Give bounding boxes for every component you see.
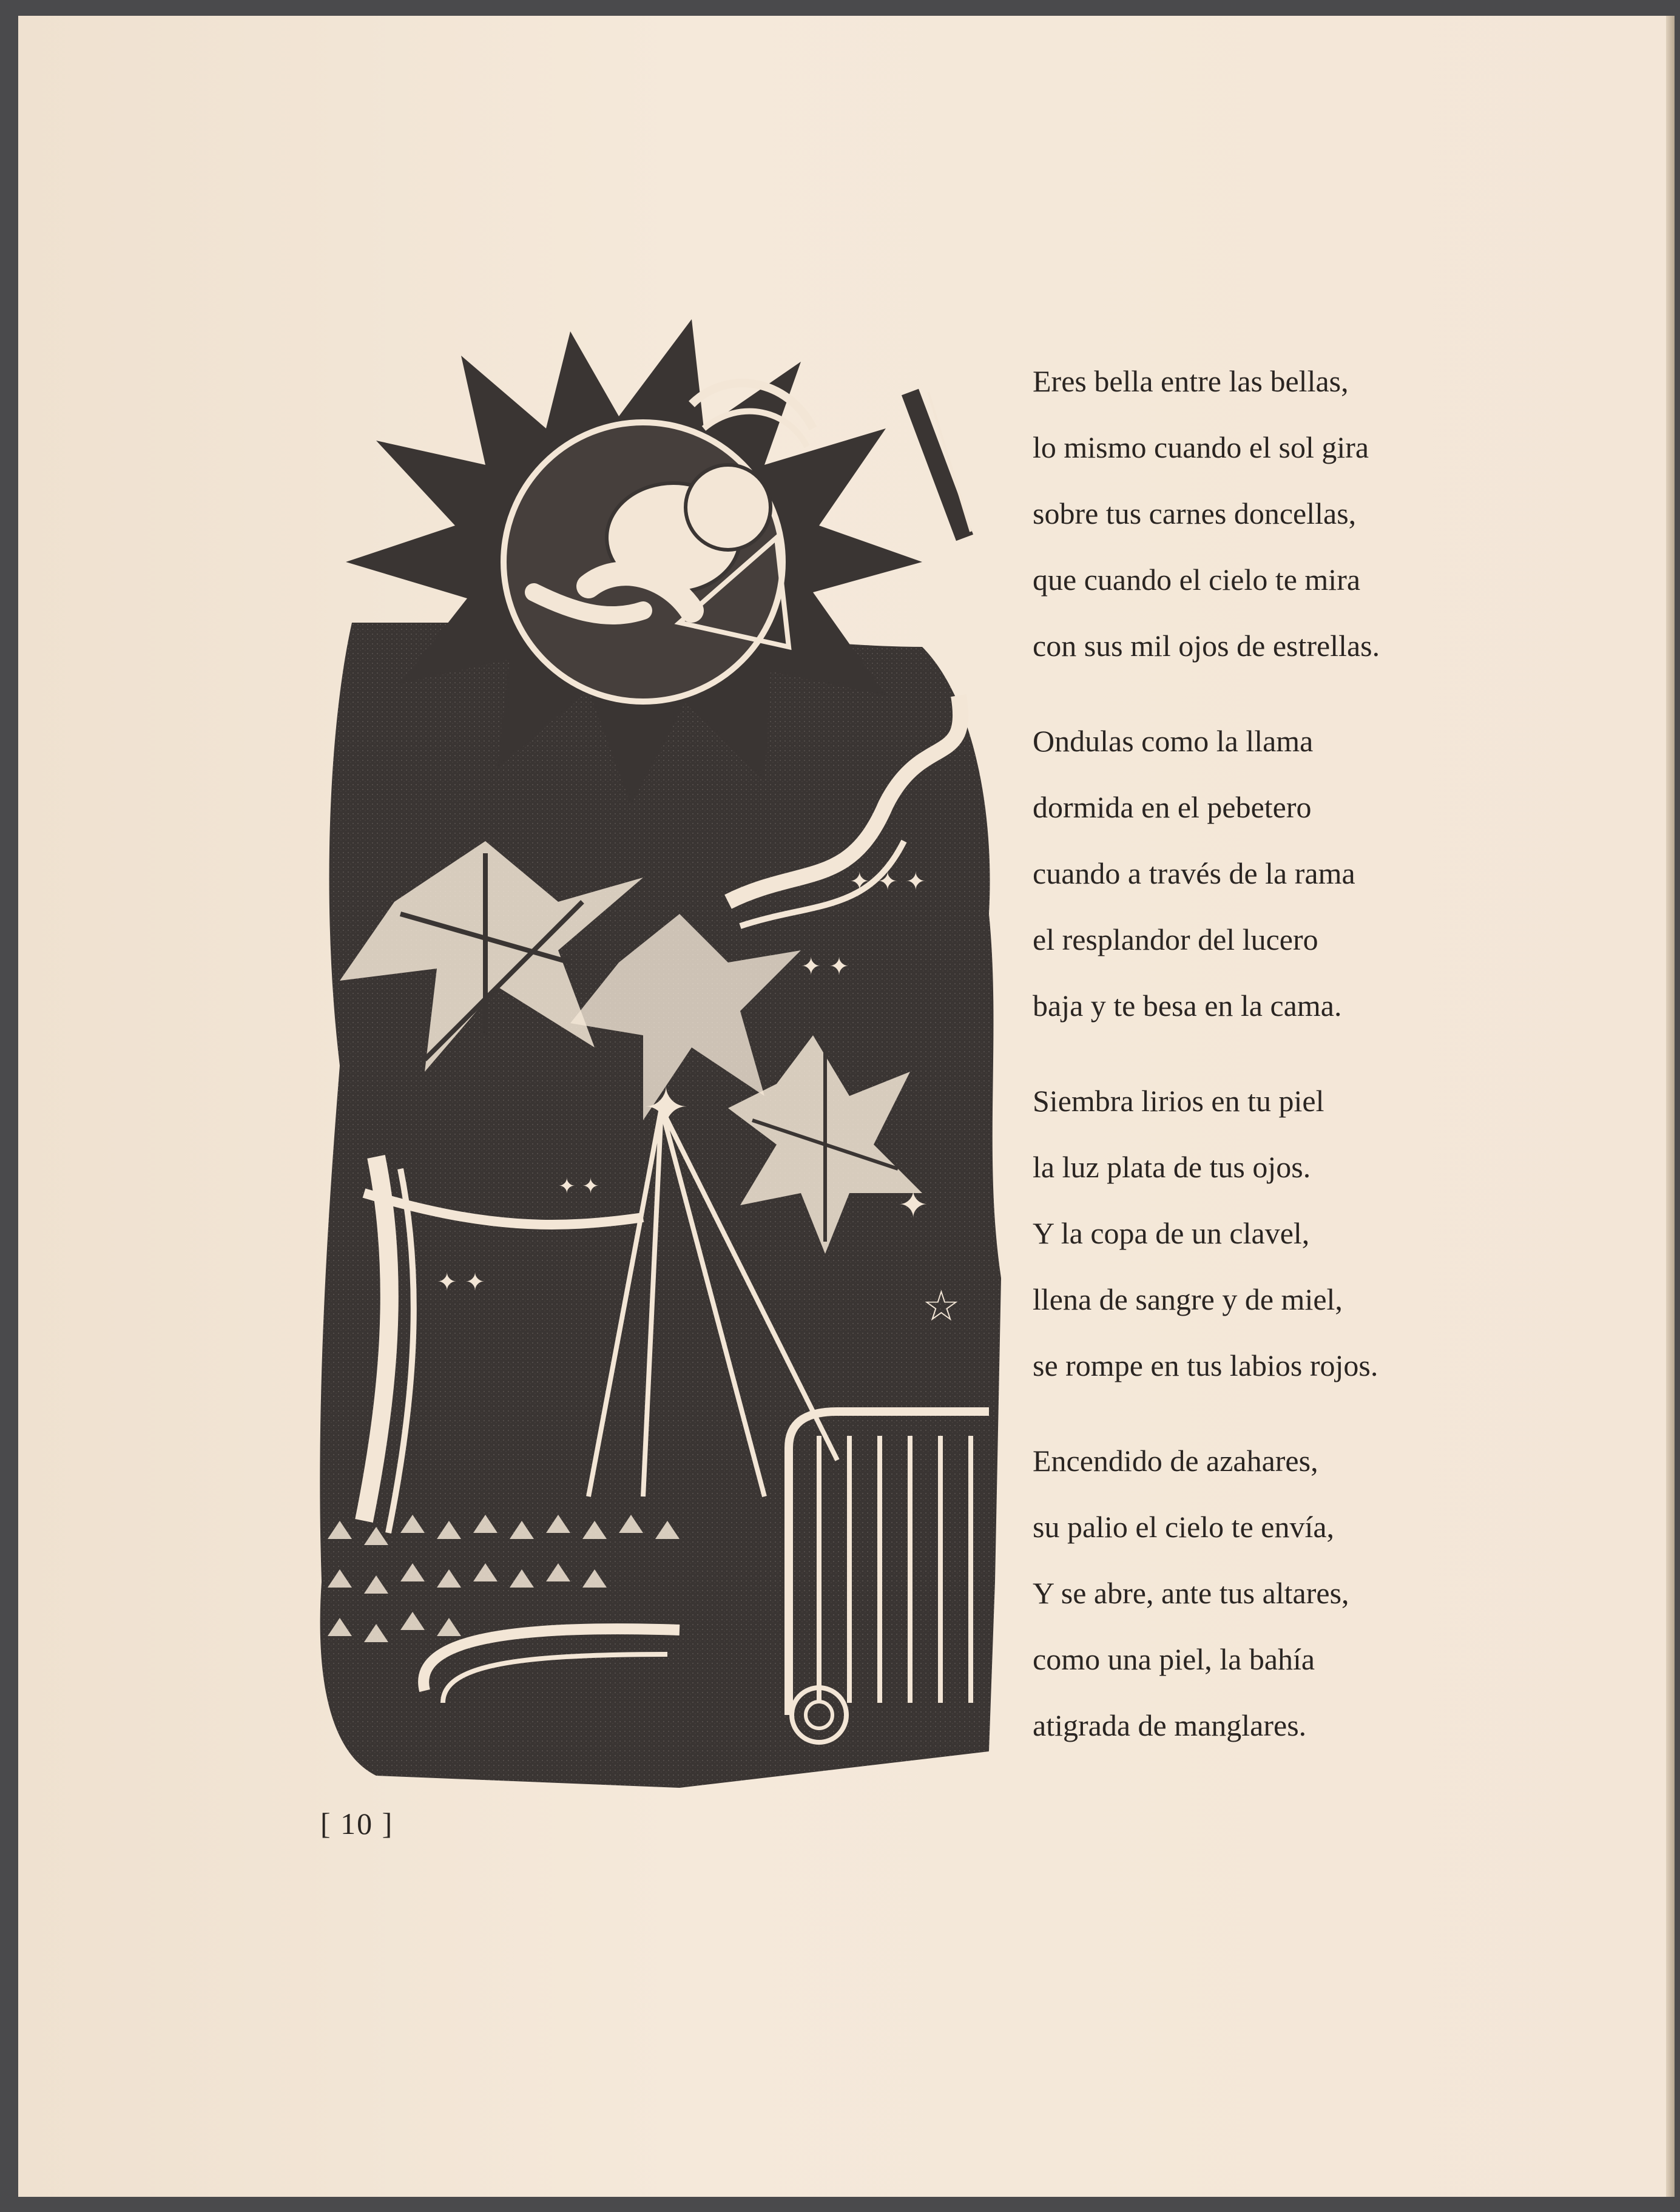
poem-line: Y la copa de un clavel, — [1033, 1216, 1310, 1250]
poem-line: que cuando el cielo te mira — [1033, 563, 1361, 597]
poem-line: atigrada de manglares. — [1033, 1708, 1307, 1742]
stanza-4 — [1033, 1428, 1639, 1759]
poem-line: como una piel, la bahía — [1033, 1642, 1315, 1676]
stanza-3 — [1033, 1068, 1639, 1399]
poem-line: con sus mil ojos de estrellas. — [1033, 629, 1380, 663]
svg-text:✦ ✦: ✦ ✦ — [558, 1174, 599, 1199]
page-number: [ 10 ] — [320, 1807, 394, 1841]
stanza-2 — [1033, 708, 1639, 1039]
svg-text:✦ ✦: ✦ ✦ — [437, 1268, 485, 1296]
poem-line: Encendido de azahares, — [1033, 1444, 1318, 1478]
poem-line: se rompe en tus labios rojos. — [1033, 1348, 1378, 1382]
poem-line: dormida en el pebetero — [1033, 790, 1312, 824]
poem-line: Ondulas como la llama — [1033, 724, 1314, 758]
page-spine-edge — [1666, 16, 1675, 2197]
svg-text:✦ ✦: ✦ ✦ — [801, 953, 849, 981]
poem-line: llena de sangre y de miel, — [1033, 1282, 1343, 1316]
stanza-1 — [1033, 348, 1639, 679]
poem-line: sobre tus carnes doncellas, — [1033, 496, 1357, 530]
poem-line: Y se abre, ante tus altares, — [1033, 1576, 1349, 1610]
poem-text — [1033, 348, 1639, 1788]
poem-line: baja y te besa en la cama. — [1033, 989, 1342, 1023]
svg-text:☆: ☆ — [922, 1281, 960, 1331]
svg-text:✦ ✦ ✦: ✦ ✦ ✦ — [849, 868, 926, 896]
poem-line: su palio el cielo te envía, — [1033, 1510, 1335, 1544]
poem-line: la luz plata de tus ojos. — [1033, 1150, 1311, 1184]
poem-line: el resplandor del lucero — [1033, 922, 1318, 956]
poem-line: Eres bella entre las bellas, — [1033, 364, 1349, 398]
svg-text:✦: ✦ — [898, 1184, 929, 1226]
woodcut-illustration — [303, 307, 1013, 1800]
poem-line: cuando a través de la rama — [1033, 856, 1355, 890]
book-page — [18, 16, 1675, 2197]
svg-text:✦: ✦ — [643, 1076, 689, 1140]
poem-line: Siembra lirios en tu piel — [1033, 1084, 1324, 1118]
poem-line: lo mismo cuando el sol gira — [1033, 430, 1369, 464]
